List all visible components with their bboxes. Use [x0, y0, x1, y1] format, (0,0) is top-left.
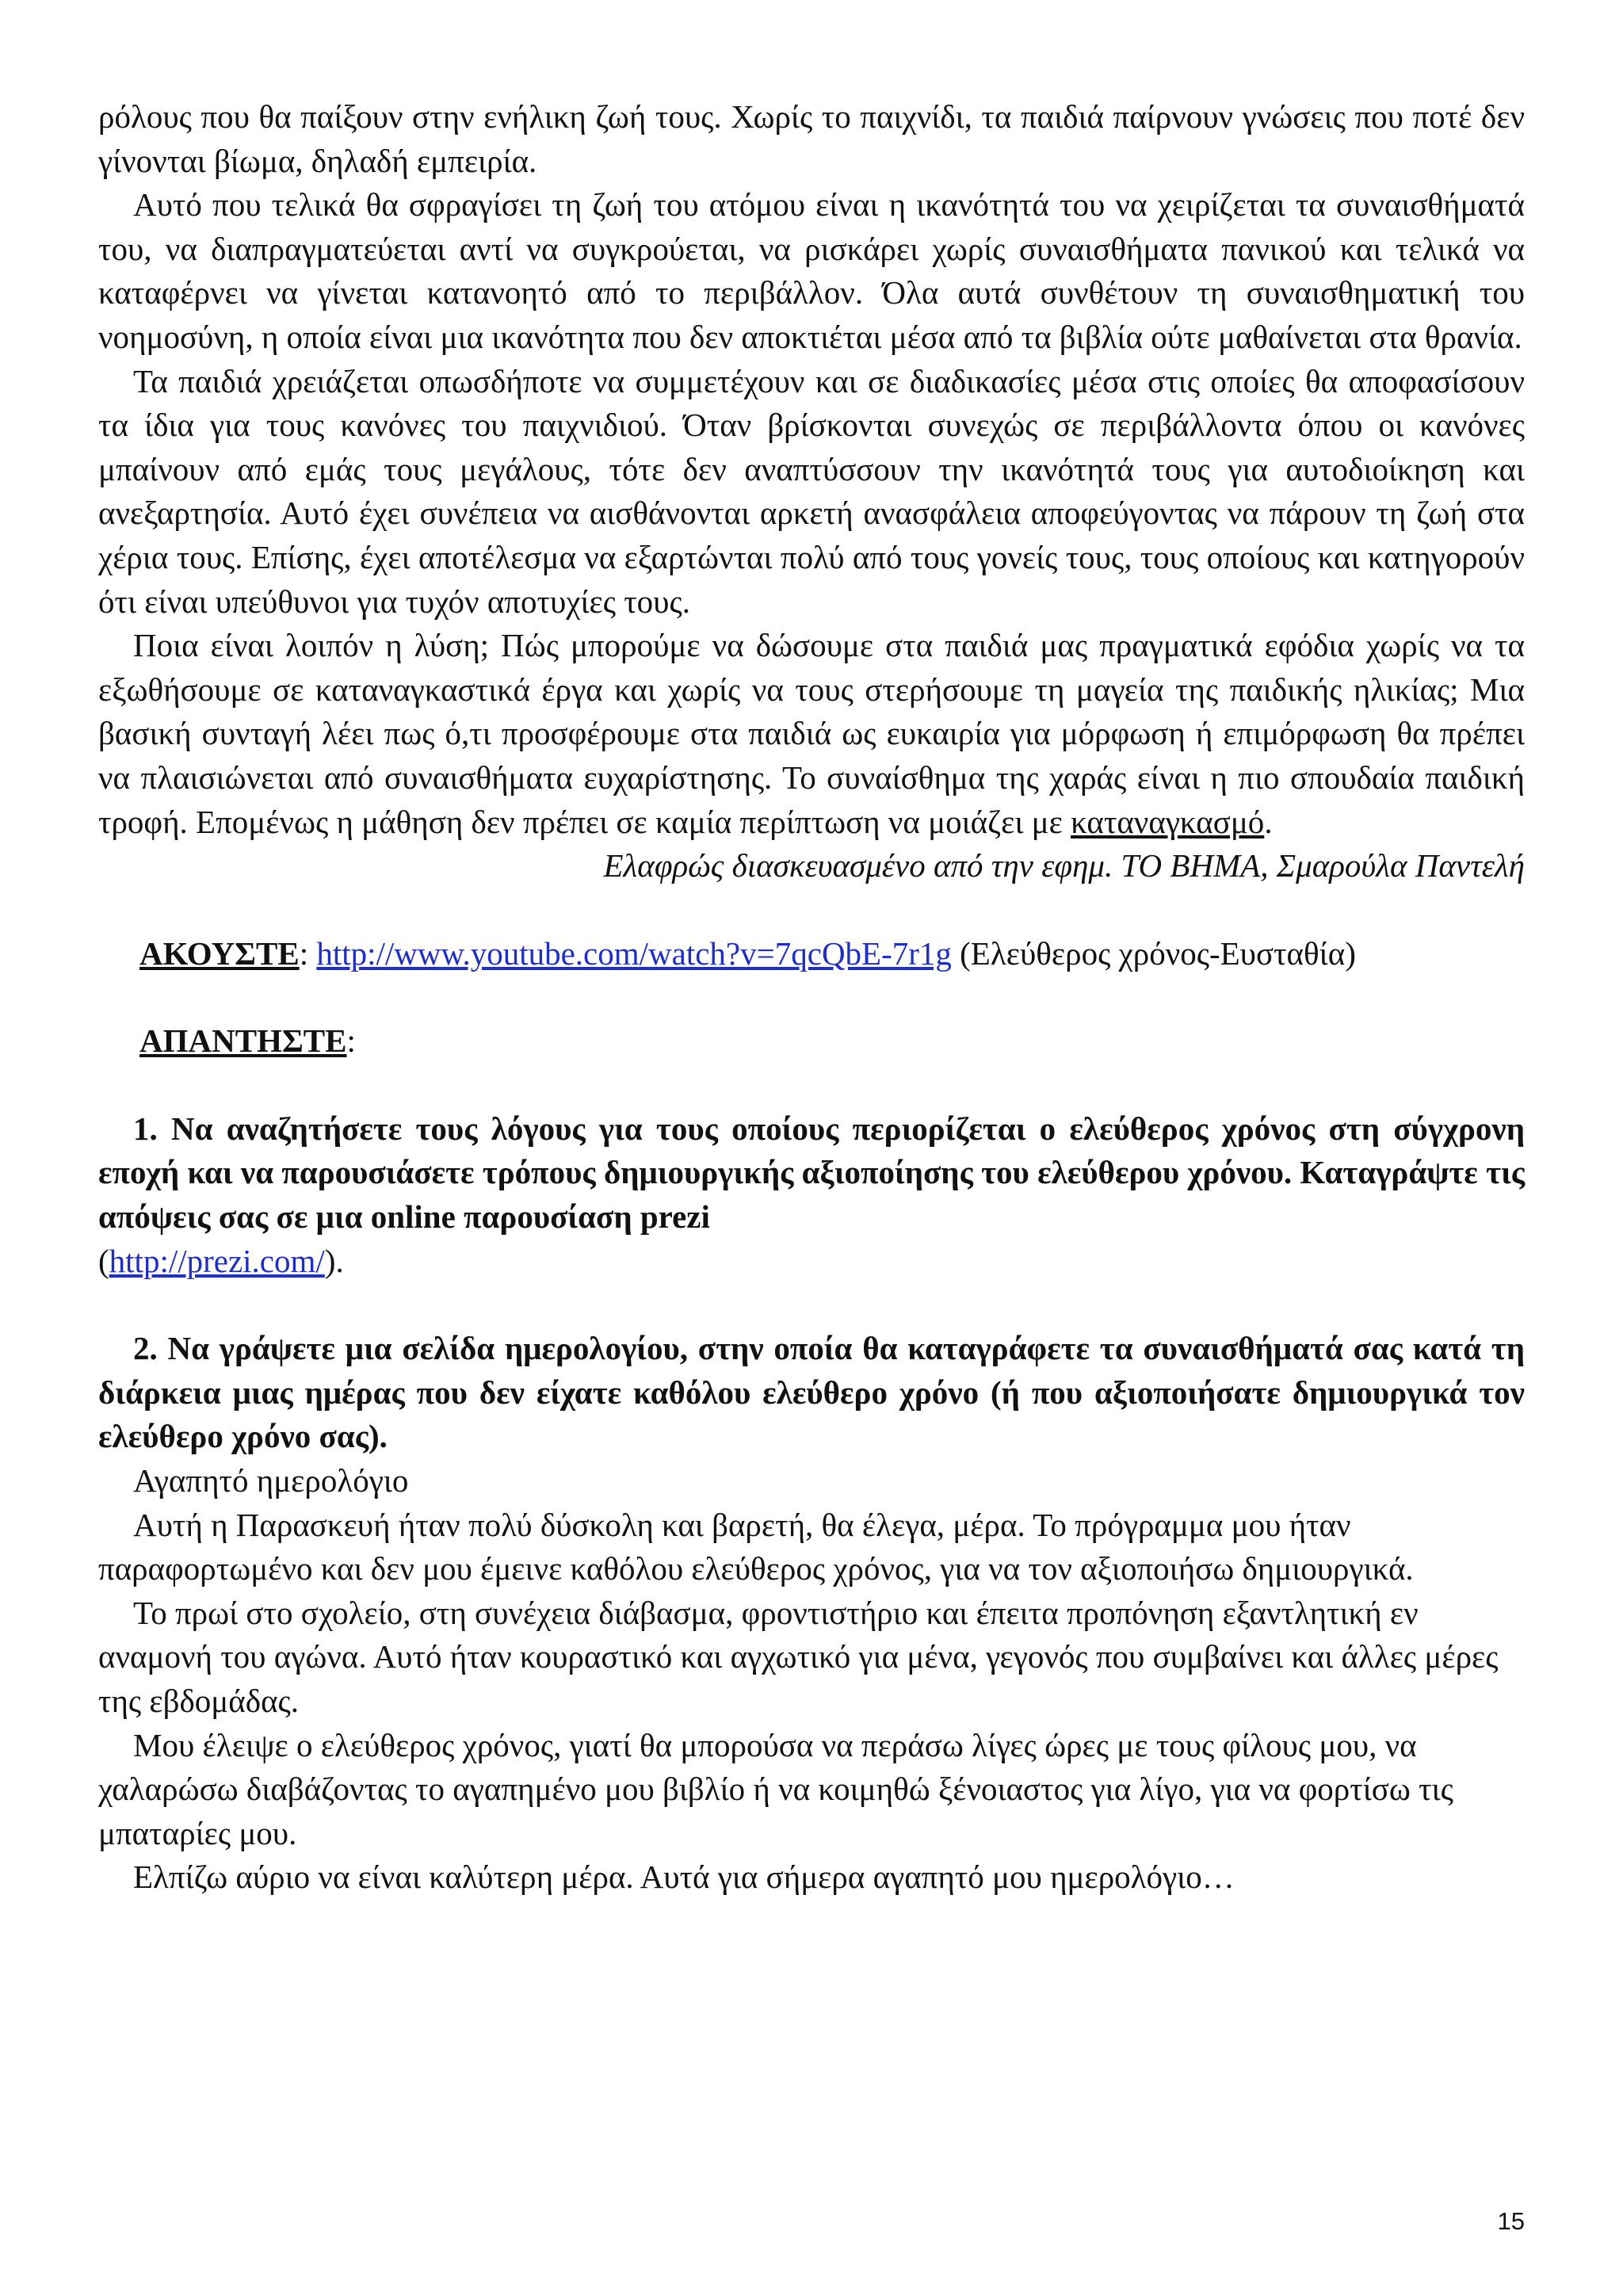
answer-label: ΑΠΑΝΤΗΣΤΕ [139, 1022, 347, 1060]
document-page [98, 95, 1525, 1900]
paragraph [98, 624, 1525, 844]
source-citation: Ελαφρώς διασκευασμένο από την εφημ. ΤΟ ΒΗΜΑ, Σμαρούλα Παντελή [603, 847, 1525, 884]
paragraph-text: Ποια είναι λοιπόν η λύση; Πώς μπορούμε να δώσουμε στα παιδιά μας πραγματικά εφόδια χωρίς να τα εξωθήσουμε σε καταναγκαστικά έργα και χωρίς να τους στερήσουμε τη μαγεία της παιδικής ηλικίας; Μια βασική συνταγή λέει πως ό,τι προσφέρουμε στα παιδιά ως ευκαιρία για μόρφωση ή επιμόρφωση θα πρέπει να πλαισιώνεται από συναισθήματα ευχαρίστησης. Το συναίσθημα της χαράς είναι η πιο σπουδαία παιδική τροφή. Επομένως η μάθηση δεν πρέπει σε καμία περίπτωση να μοιάζει με [98, 627, 1525, 840]
question-1 [98, 1107, 1525, 1283]
question-1-text: 1. Να αναζητήσετε τους λόγους για τους οποίους περιορίζεται ο ελεύθερος χρόνος στη σύγχρονη εποχή και να παρουσιάσετε τρόπους δημιουργικής αξιοποίησης του ελεύθερου χρόνου. Καταγράψτε τις απόψεις σας σε μια online παρουσίαση prezi [98, 1110, 1525, 1236]
diary-paragraph: Το πρωί στο σχολείο, στη συνέχεια διάβασμα, φροντιστήριο και έπειτα προπόνηση εξαντλητική εν αναμονή του αγώνα. Αυτό ήταν κουραστικό και αγχωτικό για μένα, γεγονός που συμβαίνει και άλλες μέρες της εβδομάδας. [98, 1594, 1499, 1719]
youtube-link[interactable]: http://www.youtube.com/watch?v=7qcQbE-7r1g [316, 934, 952, 972]
question-1-close: ). [324, 1242, 344, 1279]
paragraph: Αυτό που τελικά θα σφραγίσει τη ζωή του ατόμου είναι η ικανότητά του να χειρίζεται τα συναισθήματά του, να διαπραγματεύεται αντί να συγκρούεται, να ρισκάρει χωρίς συναισθήματα πανικού και τελικά να καταφέρνει να γίνεται κατανοητό από το περιβάλλον. Όλα αυτά συνθέτουν τη συναισθηματική του νοημοσύνη, η οποία είναι μια ικανότητα που δεν αποκτιέται μέσα από τα βιβλία ούτε μαθαίνεται στα θρανία. [98, 186, 1525, 355]
question-1-open: ( [98, 1242, 109, 1279]
answer-colon: : [346, 1022, 356, 1060]
diary-paragraph: Αυτή η Παρασκευή ήταν πολύ δύσκολη και βαρετή, θα έλεγα, μέρα. Το πρόγραμμα μου ήταν παραφορτωμένο και δεν μου έμεινε καθόλου ελεύθερος χρόνος, για να τον αξιοποιήσω δημιουργικά. [98, 1506, 1414, 1587]
diary-greeting: Αγαπητό ημερολόγιο [133, 1462, 409, 1499]
listen-line [98, 932, 1525, 976]
paragraph: ρόλους που θα παίξουν στην ενήλικη ζωή τους. Χωρίς το παιχνίδι, τα παιδιά παίρνουν γνώσεις που ποτέ δεν γίνονται βίωμα, δηλαδή εμπειρία. [98, 98, 1525, 179]
underlined-word: καταναγκασμό [1071, 803, 1265, 840]
page-number: 15 [1497, 2207, 1525, 2235]
diary-paragraph: Μου έλειψε ο ελεύθερος χρόνος, γιατί θα μπορούσα να περάσω λίγες ώρες με τους φίλους μου, να χαλαρώσω διαβάζοντας το αγαπημένο μου βιβλίο ή να κοιμηθώ ξένοιαστος για λίγο, για να φορτίσω τις μπαταρίες μου. [98, 1726, 1453, 1851]
diary-paragraph: Ελπίζω αύριο να είναι καλύτερη μέρα. Αυτά για σήμερα αγαπητό μου ημερολόγιο… [133, 1859, 1235, 1896]
answer-heading [98, 1019, 1525, 1064]
listen-colon: : [299, 934, 309, 972]
prezi-link[interactable]: http://prezi.com/ [109, 1242, 325, 1279]
paragraph: Τα παιδιά χρειάζεται οπωσδήποτε να συμμετέχουν και σε διαδικασίες μέσα στις οποίες θα αποφασίσουν τα ίδια για τους κανόνες του παιχνιδιού. Όταν βρίσκονται συνεχώς σε περιβάλλοντα όπου οι κανόνες μπαίνουν από εμάς τους μεγάλους, τότε δεν αναπτύσσουν την ικανότητά τους για αυτοδιοίκηση και ανεξαρτησία. Αυτό έχει συνέπεια να αισθάνονται αρκετή ανασφάλεια αποφεύγοντας να πάρουν τη ζωή στα χέρια τους. Επίσης, έχει αποτέλεσμα να εξαρτώνται πολύ από τους γονείς τους, τους οποίους και κατηγορούν ότι είναι υπεύθυνοι για τυχόν αποτυχίες τους. [98, 362, 1525, 620]
paragraph-end: . [1264, 803, 1273, 840]
listen-title: (Ελεύθερος χρόνος-Ευσταθία) [951, 934, 1356, 972]
question-2: 2. Να γράψετε μια σελίδα ημερολογίου, στην οποία θα καταγράφετε τα συναισθήματά σας κατά τη διάρκεια μιας ημέρας που δεν είχατε καθόλου ελεύθερο χρόνο (ή που αξιοποιήσατε δημιουργικά τον ελεύθερο χρόνο σας). [98, 1330, 1525, 1455]
listen-label: ΑΚΟΥΣΤΕ [139, 934, 300, 972]
